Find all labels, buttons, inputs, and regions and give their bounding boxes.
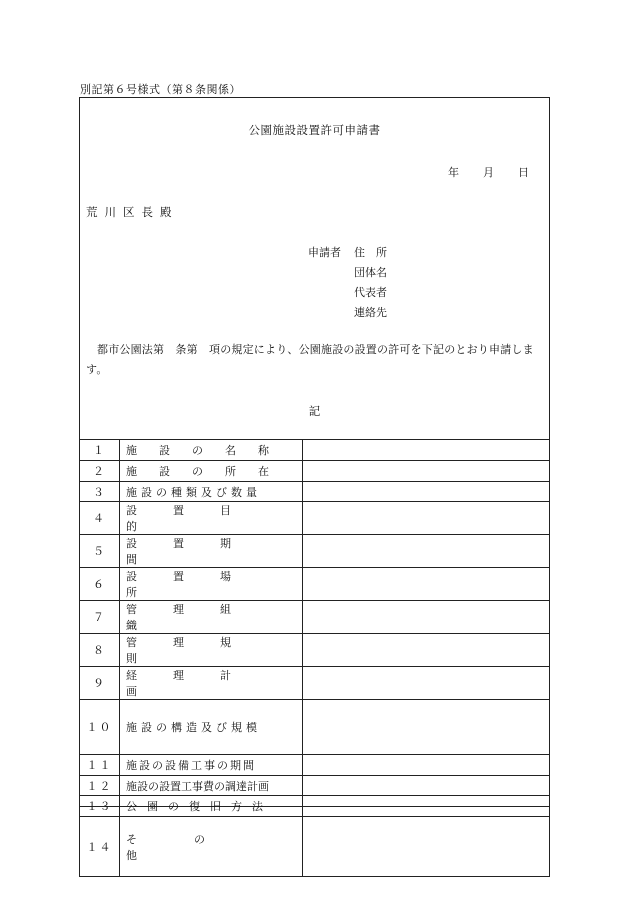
- item-number: ３: [80, 482, 120, 502]
- item-label: 施設の種類及び数量: [120, 482, 303, 502]
- item-number: １３: [80, 796, 120, 817]
- item-value-field[interactable]: [303, 755, 550, 776]
- applicant-block: [308, 244, 387, 324]
- item-value-field[interactable]: [303, 535, 550, 568]
- item-value-field[interactable]: [303, 601, 550, 634]
- item-value-field[interactable]: [303, 461, 550, 482]
- item-label: 管理規則: [120, 634, 303, 667]
- applicant-contact-label: 連絡先: [354, 306, 387, 319]
- table-row: [80, 755, 550, 776]
- addressee: 荒川区長殿: [86, 205, 179, 219]
- date-line: [448, 164, 529, 180]
- table-row: [80, 568, 550, 601]
- item-number: ２: [80, 461, 120, 482]
- table-row: [80, 817, 550, 877]
- item-value-field[interactable]: [303, 776, 550, 796]
- applicant-group-label: 団体名: [354, 266, 387, 279]
- date-year-label: 年: [448, 166, 459, 179]
- item-number: １０: [80, 700, 120, 755]
- item-value-field[interactable]: [303, 482, 550, 502]
- item-number: １: [80, 440, 120, 461]
- items-table: [79, 439, 550, 877]
- date-month-label: 月: [483, 166, 494, 179]
- table-row: [80, 776, 550, 796]
- form-title: 公園施設設置許可申請書: [248, 123, 381, 137]
- item-number: １１: [80, 755, 120, 776]
- table-row: [80, 796, 550, 817]
- item-label: 施設の構造及び規模: [120, 700, 303, 755]
- form-caption: 別記第６号様式（第８条関係）: [80, 83, 241, 96]
- table-row: [80, 440, 550, 461]
- item-label: 設置期間: [120, 535, 303, 568]
- table-row: [80, 502, 550, 535]
- item-value-field[interactable]: [303, 568, 550, 601]
- item-number: ７: [80, 601, 120, 634]
- item-number: ４: [80, 502, 120, 535]
- item-number: ９: [80, 667, 120, 700]
- table-row: [80, 667, 550, 700]
- item-value-field[interactable]: [303, 634, 550, 667]
- ki-heading: 記: [308, 404, 321, 418]
- item-number: ６: [80, 568, 120, 601]
- item-number: ５: [80, 535, 120, 568]
- item-label: 施設の所在: [120, 461, 303, 482]
- table-row: [80, 482, 550, 502]
- applicant-address-label: 住 所: [354, 246, 387, 259]
- item-value-field[interactable]: [303, 502, 550, 535]
- applicant-representative-label: 代表者: [354, 286, 387, 299]
- item-label: 施設の設備工事の期間: [120, 755, 303, 776]
- application-form-frame: [79, 97, 550, 862]
- item-label: 施設の名称: [120, 440, 303, 461]
- table-row: [80, 535, 550, 568]
- item-number: １２: [80, 776, 120, 796]
- item-label: その他: [120, 817, 303, 877]
- lead-text: 都市公園法第 条第 項の規定により、公園施設の設置の許可を下記のとおり申請します。: [86, 343, 534, 376]
- item-number: １４: [80, 817, 120, 877]
- item-label: 設置目的: [120, 502, 303, 535]
- item-label: 施設の設置工事費の調達計画: [120, 776, 303, 796]
- date-day-label: 日: [518, 166, 529, 179]
- item-value-field[interactable]: [303, 440, 550, 461]
- table-row: [80, 461, 550, 482]
- item-label: 公園の復旧方法: [120, 796, 303, 817]
- item-label: 設置場所: [120, 568, 303, 601]
- item-label: 経理計画: [120, 667, 303, 700]
- applicant-role-label: 申請者: [308, 246, 341, 259]
- item-value-field[interactable]: [303, 667, 550, 700]
- table-row: [80, 634, 550, 667]
- item-number: ８: [80, 634, 120, 667]
- item-value-field[interactable]: [303, 700, 550, 755]
- table-row: [80, 700, 550, 755]
- table-row: [80, 601, 550, 634]
- item-value-field[interactable]: [303, 796, 550, 817]
- item-value-field[interactable]: [303, 817, 550, 877]
- item-label: 管理組織: [120, 601, 303, 634]
